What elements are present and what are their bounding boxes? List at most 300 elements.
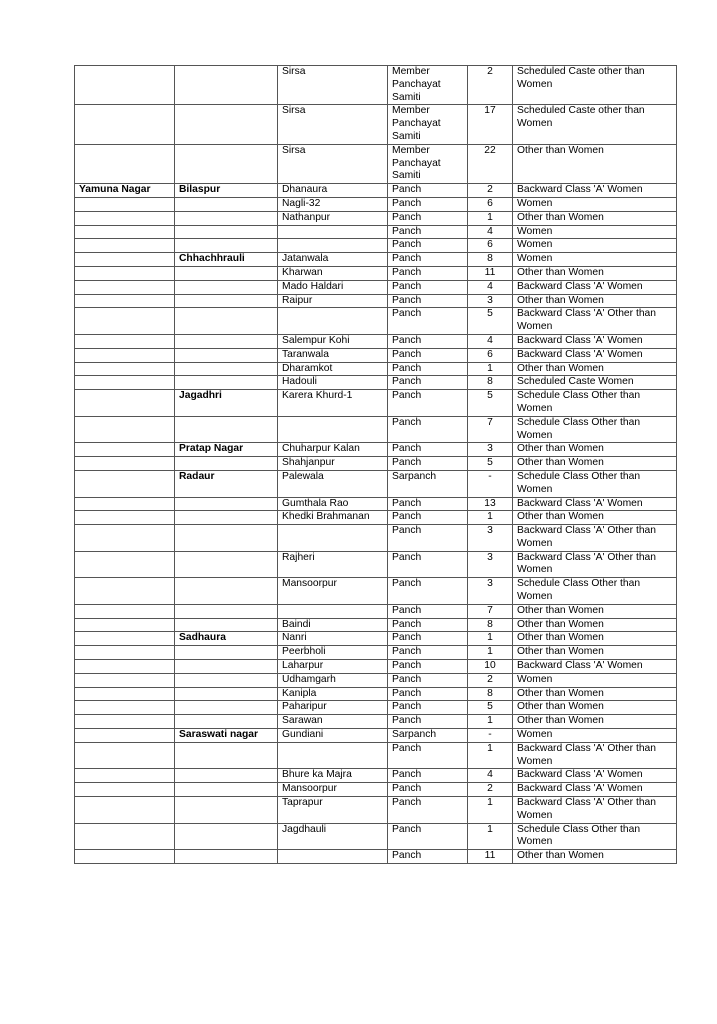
post-cell: Panch — [388, 225, 468, 239]
district-cell — [75, 742, 175, 769]
village-cell — [278, 416, 388, 443]
post-cell: Panch — [388, 348, 468, 362]
table-row — [75, 390, 677, 417]
category-cell: Other than Women — [513, 266, 677, 280]
post-cell: Panch — [388, 578, 468, 605]
village-cell: Kanipla — [278, 687, 388, 701]
ward-number-cell: 2 — [468, 673, 513, 687]
table-row — [75, 362, 677, 376]
post-cell: Panch — [388, 294, 468, 308]
post-cell: Panch — [388, 184, 468, 198]
category-cell: Schedule Class Other than Women — [513, 470, 677, 497]
table-row — [75, 184, 677, 198]
district-cell — [75, 253, 175, 267]
district-cell — [75, 850, 175, 864]
category-cell: Backward Class 'A' Women — [513, 783, 677, 797]
ward-number-cell: 13 — [468, 497, 513, 511]
category-cell: Other than Women — [513, 362, 677, 376]
district-cell: Yamuna Nagar — [75, 184, 175, 198]
category-cell: Other than Women — [513, 715, 677, 729]
table-row — [75, 239, 677, 253]
block-cell — [175, 66, 278, 105]
post-cell: Panch — [388, 197, 468, 211]
block-cell — [175, 308, 278, 335]
table-row — [75, 497, 677, 511]
category-cell: Schedule Class Other than Women — [513, 416, 677, 443]
village-cell — [278, 850, 388, 864]
category-cell: Other than Women — [513, 211, 677, 225]
post-cell: Panch — [388, 797, 468, 824]
table-row — [75, 729, 677, 743]
category-cell: Scheduled Caste other than Women — [513, 66, 677, 105]
category-cell: Backward Class 'A' Women — [513, 497, 677, 511]
district-cell — [75, 105, 175, 144]
category-cell: Scheduled Caste other than Women — [513, 105, 677, 144]
post-cell: Panch — [388, 239, 468, 253]
ward-number-cell: 22 — [468, 144, 513, 183]
ward-number-cell: 1 — [468, 511, 513, 525]
ward-number-cell: 5 — [468, 308, 513, 335]
category-cell: Women — [513, 729, 677, 743]
ward-number-cell: 1 — [468, 646, 513, 660]
post-cell: Panch — [388, 362, 468, 376]
post-cell: Panch — [388, 769, 468, 783]
post-cell: Member Panchayat Samiti — [388, 144, 468, 183]
category-cell: Schedule Class Other than Women — [513, 823, 677, 850]
village-cell: Nagli-32 — [278, 197, 388, 211]
table-row — [75, 797, 677, 824]
block-cell — [175, 701, 278, 715]
post-cell: Panch — [388, 823, 468, 850]
category-cell: Backward Class 'A' Women — [513, 184, 677, 198]
ward-number-cell: 8 — [468, 687, 513, 701]
table-row — [75, 376, 677, 390]
block-cell — [175, 511, 278, 525]
district-cell — [75, 673, 175, 687]
block-cell — [175, 239, 278, 253]
ward-number-cell: - — [468, 729, 513, 743]
table-row — [75, 687, 677, 701]
ward-number-cell: - — [468, 470, 513, 497]
district-cell — [75, 646, 175, 660]
block-cell — [175, 769, 278, 783]
village-cell: Nathanpur — [278, 211, 388, 225]
table-row — [75, 197, 677, 211]
category-cell: Schedule Class Other than Women — [513, 578, 677, 605]
block-cell — [175, 646, 278, 660]
block-cell — [175, 280, 278, 294]
category-cell: Backward Class 'A' Women — [513, 660, 677, 674]
village-cell: Taranwala — [278, 348, 388, 362]
category-cell: Other than Women — [513, 701, 677, 715]
table-row — [75, 646, 677, 660]
table-row — [75, 823, 677, 850]
ward-number-cell: 10 — [468, 660, 513, 674]
table-row — [75, 105, 677, 144]
village-cell: Rajheri — [278, 551, 388, 578]
post-cell: Panch — [388, 632, 468, 646]
village-cell: Sarawan — [278, 715, 388, 729]
post-cell: Panch — [388, 457, 468, 471]
ward-number-cell: 1 — [468, 715, 513, 729]
ward-number-cell: 2 — [468, 66, 513, 105]
ward-number-cell: 3 — [468, 525, 513, 552]
village-cell: Salempur Kohi — [278, 334, 388, 348]
category-cell: Women — [513, 197, 677, 211]
village-cell: Udhamgarh — [278, 673, 388, 687]
block-cell — [175, 266, 278, 280]
block-cell: Saraswati nagar — [175, 729, 278, 743]
block-cell — [175, 715, 278, 729]
post-cell: Panch — [388, 280, 468, 294]
category-cell: Women — [513, 225, 677, 239]
district-cell — [75, 225, 175, 239]
table-row — [75, 769, 677, 783]
village-cell: Palewala — [278, 470, 388, 497]
district-cell — [75, 823, 175, 850]
village-cell: Sirsa — [278, 105, 388, 144]
district-cell — [75, 376, 175, 390]
post-cell: Member Panchayat Samiti — [388, 105, 468, 144]
table-row — [75, 551, 677, 578]
district-cell — [75, 618, 175, 632]
block-cell — [175, 416, 278, 443]
village-cell — [278, 604, 388, 618]
category-cell: Women — [513, 673, 677, 687]
village-cell — [278, 239, 388, 253]
category-cell: Backward Class 'A' Women — [513, 280, 677, 294]
district-cell — [75, 280, 175, 294]
district-cell — [75, 715, 175, 729]
village-cell: Hadouli — [278, 376, 388, 390]
block-cell — [175, 294, 278, 308]
village-cell: Jagdhauli — [278, 823, 388, 850]
post-cell: Panch — [388, 673, 468, 687]
district-cell — [75, 783, 175, 797]
post-cell: Panch — [388, 783, 468, 797]
block-cell: Jagadhri — [175, 390, 278, 417]
district-cell — [75, 390, 175, 417]
block-cell — [175, 660, 278, 674]
block-cell — [175, 604, 278, 618]
table-row — [75, 308, 677, 335]
category-cell: Women — [513, 239, 677, 253]
village-cell: Mado Haldari — [278, 280, 388, 294]
table-row — [75, 701, 677, 715]
table-row — [75, 660, 677, 674]
district-cell — [75, 632, 175, 646]
block-cell — [175, 823, 278, 850]
ward-number-cell: 1 — [468, 742, 513, 769]
district-cell — [75, 443, 175, 457]
block-cell — [175, 618, 278, 632]
table-row — [75, 416, 677, 443]
table-row — [75, 280, 677, 294]
post-cell: Panch — [388, 742, 468, 769]
ward-number-cell: 7 — [468, 604, 513, 618]
ward-number-cell: 2 — [468, 184, 513, 198]
post-cell: Panch — [388, 390, 468, 417]
ward-number-cell: 1 — [468, 362, 513, 376]
post-cell: Panch — [388, 211, 468, 225]
ward-number-cell: 11 — [468, 850, 513, 864]
district-cell — [75, 457, 175, 471]
village-cell: Gundiani — [278, 729, 388, 743]
table-row — [75, 850, 677, 864]
block-cell — [175, 742, 278, 769]
village-cell: Mansoorpur — [278, 578, 388, 605]
district-cell — [75, 211, 175, 225]
category-cell: Backward Class 'A' Other than Women — [513, 797, 677, 824]
table-row — [75, 266, 677, 280]
reservation-table-body — [75, 66, 677, 864]
ward-number-cell: 4 — [468, 769, 513, 783]
table-row — [75, 604, 677, 618]
block-cell — [175, 457, 278, 471]
category-cell: Other than Women — [513, 511, 677, 525]
ward-number-cell: 1 — [468, 797, 513, 824]
district-cell — [75, 308, 175, 335]
district-cell — [75, 497, 175, 511]
post-cell: Panch — [388, 497, 468, 511]
village-cell: Mansoorpur — [278, 783, 388, 797]
district-cell — [75, 525, 175, 552]
district-cell — [75, 797, 175, 824]
ward-number-cell: 8 — [468, 253, 513, 267]
post-cell: Panch — [388, 618, 468, 632]
district-cell — [75, 769, 175, 783]
category-cell: Backward Class 'A' Women — [513, 769, 677, 783]
village-cell: Sirsa — [278, 144, 388, 183]
village-cell: Gumthala Rao — [278, 497, 388, 511]
district-cell — [75, 729, 175, 743]
table-row — [75, 334, 677, 348]
category-cell: Scheduled Caste Women — [513, 376, 677, 390]
ward-number-cell: 8 — [468, 618, 513, 632]
post-cell: Panch — [388, 687, 468, 701]
ward-number-cell: 1 — [468, 823, 513, 850]
category-cell: Women — [513, 253, 677, 267]
reservation-table — [74, 65, 677, 864]
ward-number-cell: 6 — [468, 197, 513, 211]
district-cell — [75, 687, 175, 701]
village-cell — [278, 225, 388, 239]
post-cell: Panch — [388, 525, 468, 552]
post-cell: Panch — [388, 850, 468, 864]
table-row — [75, 211, 677, 225]
post-cell: Panch — [388, 376, 468, 390]
post-cell: Sarpanch — [388, 729, 468, 743]
table-row — [75, 578, 677, 605]
category-cell: Backward Class 'A' Women — [513, 334, 677, 348]
district-cell — [75, 511, 175, 525]
block-cell — [175, 525, 278, 552]
block-cell — [175, 211, 278, 225]
district-cell — [75, 348, 175, 362]
block-cell — [175, 362, 278, 376]
village-cell: Dhanaura — [278, 184, 388, 198]
table-row — [75, 348, 677, 362]
block-cell — [175, 578, 278, 605]
category-cell: Other than Women — [513, 457, 677, 471]
district-cell — [75, 701, 175, 715]
block-cell — [175, 197, 278, 211]
block-cell — [175, 551, 278, 578]
village-cell: Sirsa — [278, 66, 388, 105]
block-cell — [175, 105, 278, 144]
ward-number-cell: 5 — [468, 701, 513, 715]
ward-number-cell: 2 — [468, 783, 513, 797]
table-row — [75, 673, 677, 687]
post-cell: Panch — [388, 604, 468, 618]
district-cell — [75, 144, 175, 183]
post-cell: Member Panchayat Samiti — [388, 66, 468, 105]
ward-number-cell: 4 — [468, 334, 513, 348]
table-row — [75, 742, 677, 769]
block-cell — [175, 673, 278, 687]
table-row — [75, 144, 677, 183]
block-cell — [175, 850, 278, 864]
category-cell: Other than Women — [513, 604, 677, 618]
ward-number-cell: 6 — [468, 348, 513, 362]
table-row — [75, 225, 677, 239]
block-cell: Pratap Nagar — [175, 443, 278, 457]
post-cell: Panch — [388, 511, 468, 525]
ward-number-cell: 5 — [468, 390, 513, 417]
district-cell — [75, 660, 175, 674]
block-cell: Radaur — [175, 470, 278, 497]
district-cell — [75, 551, 175, 578]
category-cell: Other than Women — [513, 687, 677, 701]
ward-number-cell: 17 — [468, 105, 513, 144]
post-cell: Panch — [388, 266, 468, 280]
ward-number-cell: 3 — [468, 578, 513, 605]
block-cell — [175, 348, 278, 362]
block-cell: Sadhaura — [175, 632, 278, 646]
category-cell: Schedule Class Other than Women — [513, 390, 677, 417]
district-cell — [75, 266, 175, 280]
post-cell: Panch — [388, 253, 468, 267]
district-cell — [75, 197, 175, 211]
village-cell: Dharamkot — [278, 362, 388, 376]
village-cell — [278, 525, 388, 552]
block-cell — [175, 144, 278, 183]
category-cell: Other than Women — [513, 144, 677, 183]
table-row — [75, 715, 677, 729]
post-cell: Panch — [388, 646, 468, 660]
block-cell — [175, 497, 278, 511]
ward-number-cell: 5 — [468, 457, 513, 471]
category-cell: Other than Women — [513, 646, 677, 660]
post-cell: Panch — [388, 701, 468, 715]
district-cell — [75, 66, 175, 105]
category-cell: Backward Class 'A' Other than Women — [513, 551, 677, 578]
post-cell: Panch — [388, 308, 468, 335]
post-cell: Panch — [388, 443, 468, 457]
ward-number-cell: 8 — [468, 376, 513, 390]
table-row — [75, 294, 677, 308]
block-cell — [175, 334, 278, 348]
category-cell: Backward Class 'A' Other than Women — [513, 742, 677, 769]
post-cell: Panch — [388, 551, 468, 578]
table-row — [75, 632, 677, 646]
district-cell — [75, 362, 175, 376]
village-cell: Raipur — [278, 294, 388, 308]
table-row — [75, 470, 677, 497]
ward-number-cell: 11 — [468, 266, 513, 280]
district-cell — [75, 239, 175, 253]
ward-number-cell: 3 — [468, 443, 513, 457]
category-cell: Other than Women — [513, 294, 677, 308]
category-cell: Backward Class 'A' Other than Women — [513, 308, 677, 335]
block-cell — [175, 797, 278, 824]
block-cell — [175, 376, 278, 390]
village-cell: Chuharpur Kalan — [278, 443, 388, 457]
village-cell: Khedki Brahmanan — [278, 511, 388, 525]
village-cell: Kharwan — [278, 266, 388, 280]
category-cell: Backward Class 'A' Women — [513, 348, 677, 362]
table-row — [75, 66, 677, 105]
block-cell: Chhachhrauli — [175, 253, 278, 267]
ward-number-cell: 4 — [468, 280, 513, 294]
ward-number-cell: 3 — [468, 294, 513, 308]
district-cell — [75, 578, 175, 605]
post-cell: Panch — [388, 334, 468, 348]
post-cell: Panch — [388, 416, 468, 443]
ward-number-cell: 4 — [468, 225, 513, 239]
village-cell: Karera Khurd-1 — [278, 390, 388, 417]
village-cell: Nanri — [278, 632, 388, 646]
village-cell: Paharipur — [278, 701, 388, 715]
village-cell — [278, 742, 388, 769]
village-cell: Taprapur — [278, 797, 388, 824]
ward-number-cell: 1 — [468, 211, 513, 225]
village-cell: Laharpur — [278, 660, 388, 674]
block-cell — [175, 225, 278, 239]
category-cell: Backward Class 'A' Other than Women — [513, 525, 677, 552]
district-cell — [75, 604, 175, 618]
village-cell: Peerbholi — [278, 646, 388, 660]
district-cell — [75, 294, 175, 308]
post-cell: Sarpanch — [388, 470, 468, 497]
district-cell — [75, 470, 175, 497]
ward-number-cell: 3 — [468, 551, 513, 578]
table-row — [75, 618, 677, 632]
district-cell — [75, 334, 175, 348]
block-cell — [175, 687, 278, 701]
table-row — [75, 783, 677, 797]
table-row — [75, 443, 677, 457]
village-cell — [278, 308, 388, 335]
post-cell: Panch — [388, 660, 468, 674]
category-cell: Other than Women — [513, 632, 677, 646]
ward-number-cell: 6 — [468, 239, 513, 253]
category-cell: Other than Women — [513, 443, 677, 457]
category-cell: Other than Women — [513, 850, 677, 864]
table-row — [75, 511, 677, 525]
block-cell: Bilaspur — [175, 184, 278, 198]
village-cell: Shahjanpur — [278, 457, 388, 471]
block-cell — [175, 783, 278, 797]
table-row — [75, 457, 677, 471]
village-cell: Bhure ka Majra — [278, 769, 388, 783]
village-cell: Baindi — [278, 618, 388, 632]
district-cell — [75, 416, 175, 443]
ward-number-cell: 7 — [468, 416, 513, 443]
table-row — [75, 253, 677, 267]
village-cell: Jatanwala — [278, 253, 388, 267]
table-row — [75, 525, 677, 552]
